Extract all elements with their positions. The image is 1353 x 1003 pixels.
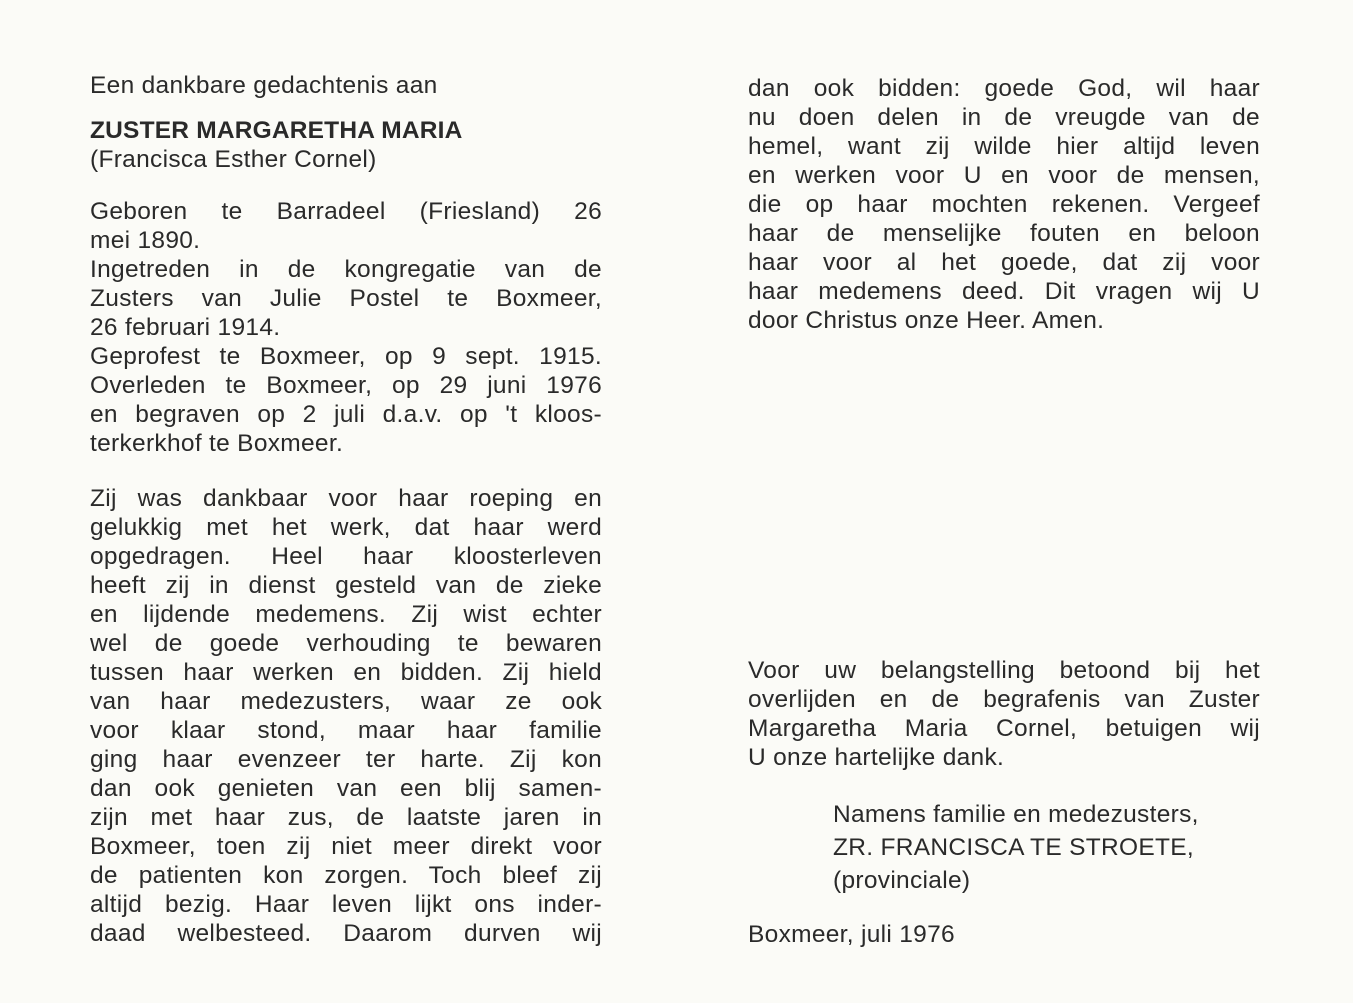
text-line: daad welbesteed. Daarom durven wij (90, 920, 602, 947)
bio-line: Overleden te Boxmeer, op 29 juni 1976 (90, 372, 602, 399)
intro-text: Een dankbare gedachtenis aan (90, 72, 438, 99)
bio-line: terkerkhof te Boxmeer. (90, 430, 344, 457)
signer-name: ZR. FRANCISCA TE STROETE, (833, 834, 1194, 861)
text-line: en lijdende medemens. Zij wist echter (90, 601, 602, 628)
bio-line: en begraven op 2 juli d.a.v. op 't kloos- (90, 401, 602, 428)
text-line: van haar medezusters, waar ze ook (90, 688, 602, 715)
bio-line: mei 1890. (90, 227, 201, 254)
place-date: Boxmeer, juli 1976 (748, 921, 955, 948)
thanks-line: overlijden en de begrafenis van Zuster (748, 686, 1260, 713)
bio-line: Geprofest te Boxmeer, op 9 sept. 1915. (90, 343, 602, 370)
prayer-line: en werken voor U en voor de mensen, (748, 162, 1260, 189)
text-line: wel de goede verhouding te bewaren (90, 630, 602, 657)
bio-line: 26 februari 1914. (90, 314, 281, 341)
text-line: Zij was dankbaar voor haar roeping en (90, 485, 602, 512)
bio-line: Zusters van Julie Postel te Boxmeer, (90, 285, 602, 312)
thanks-line: Margaretha Maria Cornel, betuigen wij (748, 715, 1260, 742)
bio-line: Ingetreden in de kongregatie van de (90, 256, 602, 283)
name-block (90, 116, 602, 174)
prayer-line: dan ook bidden: goede God, wil haar (748, 75, 1260, 102)
prayer-line: die op haar mochten rekenen. Vergeef (748, 191, 1260, 218)
prayer-text (748, 74, 1260, 335)
thanks-text (748, 656, 1260, 772)
text-line: heeft zij in dienst gesteld van de zieke (90, 572, 602, 599)
prayer-line: nu doen delen in de vreugde van de (748, 104, 1260, 131)
prayer-line: haar medemens deed. Dit vragen wij U (748, 278, 1260, 305)
prayer-line: door Christus onze Heer. Amen. (748, 307, 1105, 334)
tribute-text (90, 484, 602, 948)
prayer-line: haar voor al het goede, dat zij voor (748, 249, 1260, 276)
text-line: Boxmeer, toen zij niet meer direkt voor (90, 833, 602, 860)
biography (90, 197, 602, 458)
left-column (90, 71, 602, 100)
text-line: tussen haar werken en bidden. Zij hield (90, 659, 602, 686)
civil-name: (Francisca Esther Cornel) (90, 146, 377, 173)
place-date-block (748, 920, 1260, 949)
on-behalf-text: Namens familie en medezusters, (833, 801, 1199, 828)
thanks-line: U onze hartelijke dank. (748, 744, 1005, 771)
text-line: gelukkig met het werk, dat haar werd (90, 514, 602, 541)
text-line: dan ook genieten van een blij samen- (90, 775, 602, 802)
signature-block (833, 800, 1263, 895)
thanks-line: Voor uw belangstelling betoond bij het (748, 657, 1260, 684)
text-line: de patienten kon zorgen. Toch bleef zij (90, 862, 602, 889)
text-line: opgedragen. Heel haar kloosterleven (90, 543, 602, 570)
text-line: voor klaar stond, maar haar familie (90, 717, 602, 744)
text-line: ging haar evenzeer ter harte. Zij kon (90, 746, 602, 773)
text-line: altijd bezig. Haar leven lijkt ons inder- (90, 891, 602, 918)
prayer-line: hemel, want zij wilde hier altijd leven (748, 133, 1260, 160)
signer-role: (provinciale) (833, 867, 971, 894)
bio-line: Geboren te Barradeel (Friesland) 26 (90, 198, 602, 225)
text-line: zijn met haar zus, de laatste jaren in (90, 804, 602, 831)
prayer-line: haar de menselijke fouten en beloon (748, 220, 1260, 247)
deceased-name: ZUSTER MARGARETHA MARIA (90, 117, 463, 144)
